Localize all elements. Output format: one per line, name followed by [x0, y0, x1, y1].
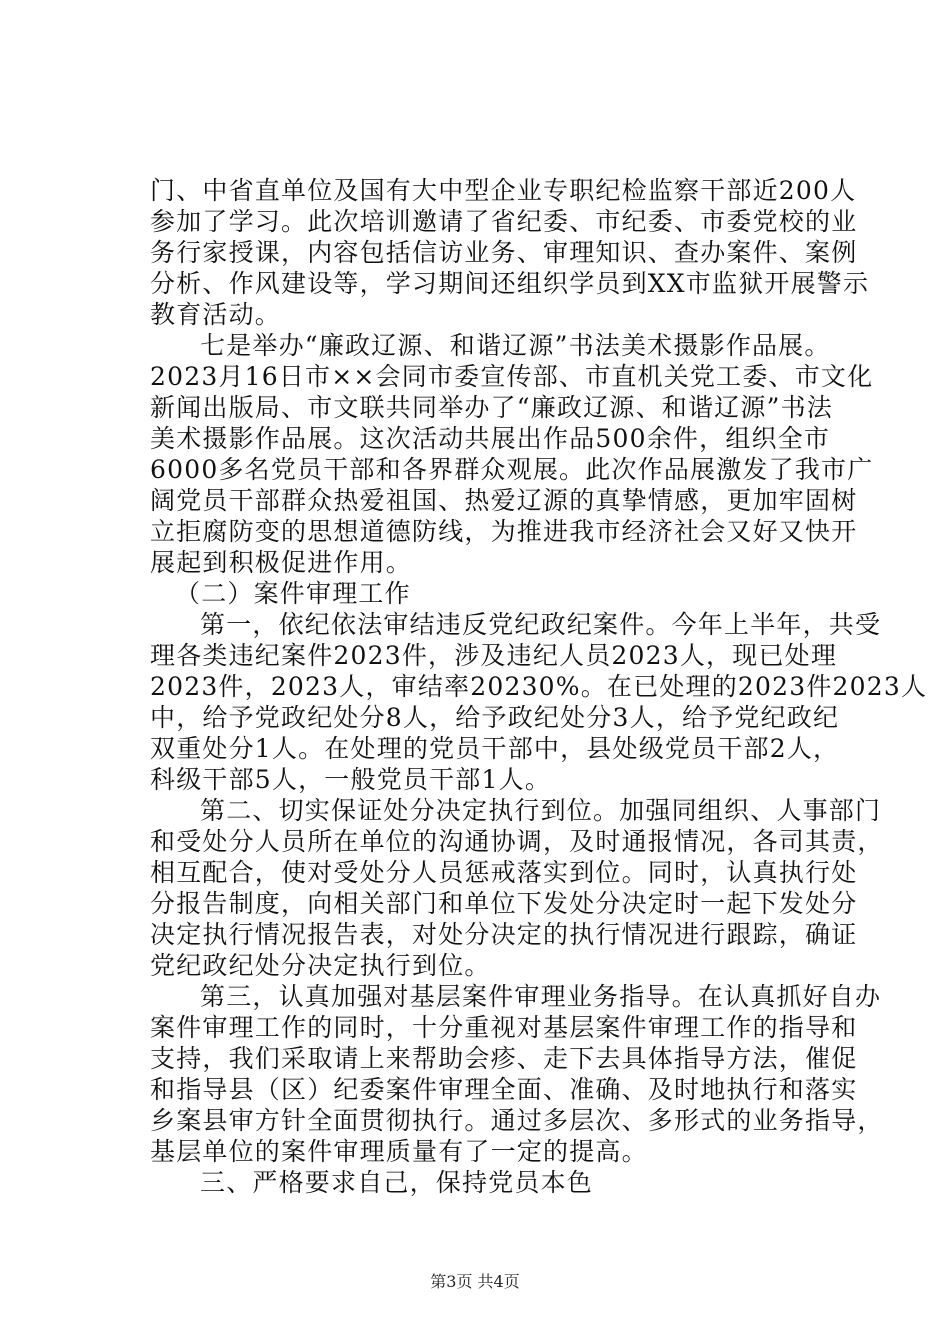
text-line: 6000多名党员干部和各界群众观展。此次作品展激发了我市广	[150, 455, 874, 484]
text-line: 相互配合，使对受处分人员惩戒落实到位。同时，认真执行处	[150, 858, 858, 887]
text-line: 2023件，2023人，审结率20230%。在已处理的2023件2023人	[150, 672, 928, 701]
text-line: 中，给予党政纪处分8人，给予政纪处分3人，给予党纪政纪	[150, 703, 840, 732]
text-line: 2023月16日市××会同市委宣传部、市直机关党工委、市文化	[150, 362, 874, 391]
paragraph-start: 第一，依纪依法审结违反党纪政纪案件。今年上半年，共受	[200, 610, 882, 639]
text-line: 决定执行情况报告表，对处分决定的执行情况进行跟踪，确证	[150, 920, 858, 949]
text-line: 阔党员干部群众热爱祖国、热爱辽源的真挚情感，更加牢固树	[150, 486, 858, 515]
text-line: 支持，我们采取请上来帮助会疹、走下去具体指导方法，催促	[150, 1044, 858, 1073]
text-line: 理各类违纪案件2023件，涉及违纪人员2023人，现已处理	[150, 641, 838, 670]
paragraph-start: 第三，认真加强对基层案件审理业务指导。在认真抓好自办	[200, 982, 882, 1011]
paragraph-start: 七是举办“廉政辽源、和谐辽源”书法美术摄影作品展。	[200, 331, 831, 360]
text-line: 美术摄影作品展。这次活动共展出作品500余件，组织全市	[150, 424, 831, 453]
text-line: 乡案县审方针全面贯彻执行。通过多层次、多形式的业务指导，	[150, 1106, 884, 1135]
page-number-footer: 第3页 共4页	[430, 1272, 520, 1291]
text-line: 科级干部5人，一般党员干部1人。	[150, 765, 552, 794]
section-heading: 三、严格要求自己，保持党员本色	[200, 1168, 594, 1197]
paragraph-start: 第二、切实保证处分决定执行到位。加强同组织、人事部门	[200, 796, 882, 825]
text-line: 门、中省直单位及国有大中型企业专职纪检监察干部近200人	[150, 176, 857, 205]
text-line: 案件审理工作的同时，十分重视对基层案件审理工作的指导和	[150, 1013, 858, 1042]
text-line: 分报告制度，向相关部门和单位下发处分决定时一起下发处分	[150, 889, 858, 918]
text-line: 党纪政纪处分决定执行到位。	[150, 951, 491, 980]
text-line: 和受处分人员所在单位的沟通协调，及时通报情况，各司其责，	[150, 827, 884, 856]
text-line: 基层单位的案件审理质量有了一定的提高。	[150, 1137, 648, 1166]
section-heading: （二）案件审理工作	[175, 579, 411, 608]
text-line: 双重处分1人。在处理的党员干部中，县处级党员干部2人，	[150, 734, 840, 763]
document-body	[150, 175, 928, 1198]
text-line: 展起到积极促进作用。	[150, 548, 413, 577]
text-line: 分析、作风建设等，学习期间还组织学员到XX市监狱开展警示	[150, 269, 870, 298]
text-line: 教育活动。	[150, 300, 282, 329]
text-line: 立拒腐防变的思想道德防线，为推进我市经济社会又好又快开	[150, 517, 858, 546]
text-line: 务行家授课，内容包括信访业务、审理知识、查办案件、案例	[150, 238, 858, 267]
text-line: 和指导县（区）纪委案件审理全面、准确、及时地执行和落实	[150, 1075, 858, 1104]
text-line: 参加了学习。此次培训邀请了省纪委、市纪委、市委党校的业	[150, 207, 858, 236]
text-line: 新闻出版局、市文联共同举办了“廉政辽源、和谐辽源”书法	[150, 393, 833, 422]
